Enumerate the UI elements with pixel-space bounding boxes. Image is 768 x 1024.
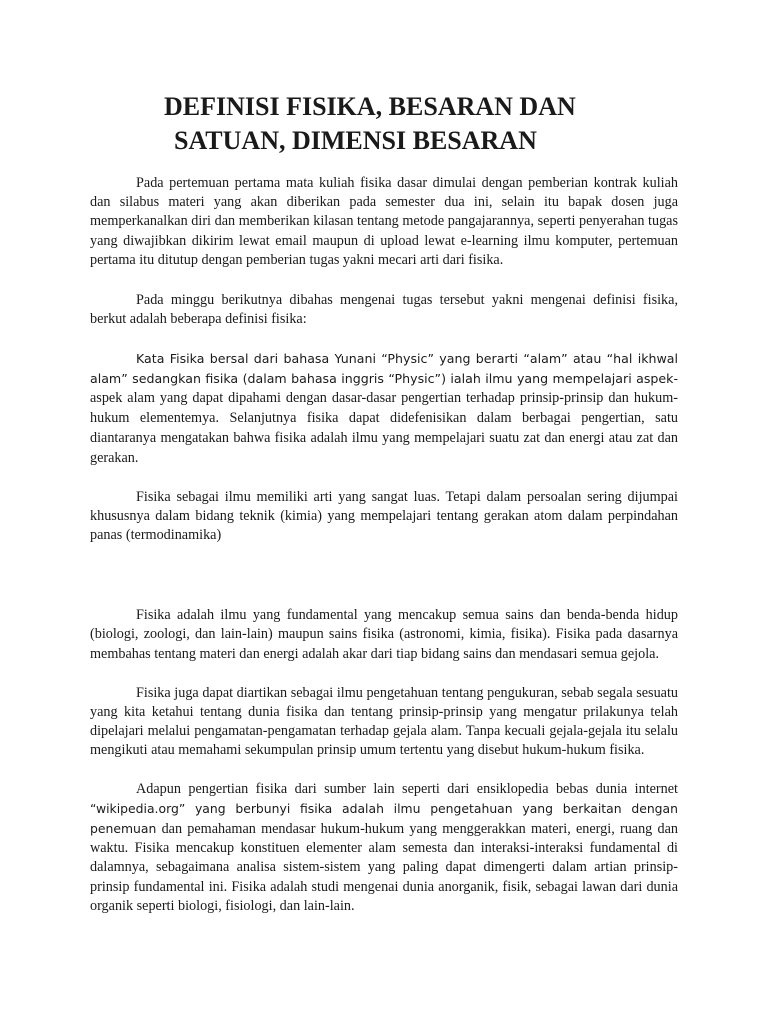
- paragraph-wikipedia-part-3: dan pemahaman mendasar hukum-hukum yang menggerakkan materi, energi, ruang dan waktu. Fisika mencakup konstituen elementer alam semesta dan interaksi-interaksi fundamental di dalamnya, sebagaimana analisa sistem-sistem yang paling dapat dimengerti dalam artian prinsip-prinsip fundamental ini. Fisika adalah studi mengenai dunia anorganik, fisik, sebagai lawan dari dunia organik seperti biologi, fisiologi, dan lain-lain.: [90, 821, 678, 914]
- paragraph-asal-kata-part-2: aspek alam yang dapat dipahami dengan dasar-dasar pengertian terhadap prinsip-prinsip dan hukum-hukum elementemya. Selanjutnya fisika dapat didefenisikan dalam berbagai pengertian, satu diantaranya mengatakan bahwa fisika adalah ilmu yang mempelajari suatu zat dan energi atau zat dan gerakan.: [90, 389, 678, 467]
- paragraph-asal-kata-part-1: Kata Fisika bersal dari bahasa Yunani “Physic” yang berarti “alam” atau “hal ikhwal alam” sedangkan fisika (dalam bahasa inggris “Physic”) ialah ilmu yang mempelajari aspek-: [90, 351, 678, 386]
- paragraph-definisi-intro: Pada minggu berikutnya dibahas mengenai tugas tersebut yakni mengenai definisi fisika, berkut adalah beberapa definisi fisika:: [90, 292, 678, 328]
- paragraph-ilmu-pengukuran: Fisika juga dapat diartikan sebagai ilmu pengetahuan tentang pengukuran, sebab segala sesuatu yang kita ketahui tentang dunia fisika dan tentang prinsip-prinsip yang mengatur prilakunya telah dipelajari melalui pengamatan-pengamatan terhadap gejala alam. Tanpa kecuali gejala-gejala itu selalu mengikuti atau memahami sekumpulan prinsip umum tertentu yang disebut hukum-hukum fisika.: [90, 684, 678, 759]
- paragraph-wikipedia: [90, 780, 678, 916]
- document-title: [164, 90, 684, 158]
- paragraph-arti-luas: Fisika sebagai ilmu memiliki arti yang sangat luas. Tetapi dalam persoalan sering dijumpai khususnya dalam bidang teknik (kimia) yang mempelajari tentang gerakan atom dalam perpindahan panas (termodinamika): [90, 488, 678, 544]
- paragraph-asal-kata-fisika: [90, 349, 678, 468]
- paragraph-kontrak-kuliah: Pada pertemuan pertama mata kuliah fisika dasar dimulai dengan pemberian kontrak kuliah dan silabus materi yang akan diberikan pada semester dua ini, selain itu bapak dosen juga memperkanalkan diri dan memberikan kilasan tentang metode pangajarannya, seperti penyerahan tugas yang diwajibkan dikirim lewat email maupun di upload lewat e-learning ilmu komputer, pertemuan pertama itu ditutup dengan pemberian tugas yakni mecari arti dari fisika.: [90, 175, 678, 268]
- paragraph-wikipedia-part-2: “wikipedia.org” yang berbunyi fisika adalah ilmu pengetahuan yang berkaitan dengan penemuan: [90, 800, 678, 837]
- document-body: [90, 174, 678, 916]
- title-line-2: SATUAN, DIMENSI BESARAN: [174, 126, 537, 155]
- paragraph-ilmu-fundamental: Fisika adalah ilmu yang fundamental yang mencakup semua sains dan benda-benda hidup (biologi, zoologi, dan lain-lain) maupun sains fisika (astronomi, kimia, fisika). Fisika pada dasarnya membahas tentang materi dan energi adalah akar dari tiap bidang sains dan mendasari semua gejola.: [90, 607, 678, 662]
- title-line-1: DEFINISI FISIKA, BESARAN DAN: [164, 92, 576, 121]
- paragraph-wikipedia-part-1: Adapun pengertian fisika dari sumber lain seperti dari ensiklopedia bebas dunia internet: [136, 780, 678, 797]
